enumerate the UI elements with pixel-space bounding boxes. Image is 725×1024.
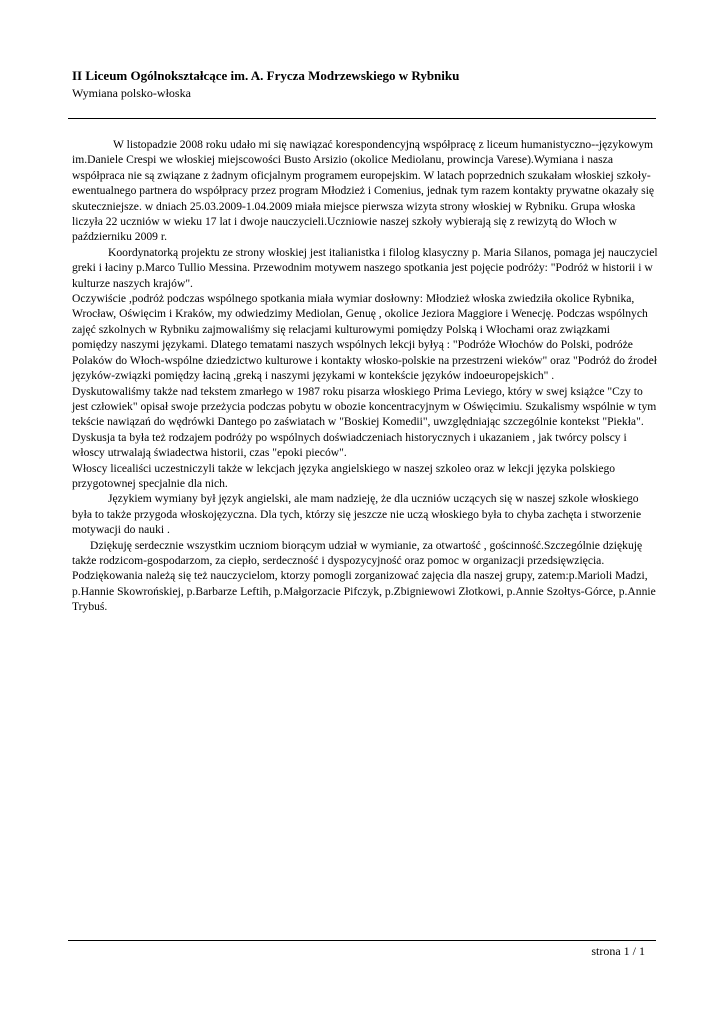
- paragraph-8: Podziękowania należą się też nauczycielom, ktorzy pomogli zorganizować zajęcia dla naszej grupy, zatem:p.Marioli Madzi, p.Hannie Skowrońskiej, p.Barbarze Leftih, p.Małgorzacie Pifczyk, p.Zbigniewowi Złotkowi, p.Annie Szołtys-Górce, p.Annie Trybuś.: [72, 569, 656, 614]
- school-name-title: II Liceum Ogólnokształcące im. A. Frycza Modrzewskiego w Rybniku: [72, 68, 460, 83]
- footer-divider: [68, 940, 656, 941]
- header-divider: [68, 118, 656, 119]
- document-header: [72, 68, 662, 101]
- paragraph-3: Oczywiście ,podróż podczas wspólnego spotkania miała wymiar dosłowny: Młodzież włoska zwiedziła okolice Rybnika, Wrocław, Oświęcim i Kraków, my odwiedzimy Mediolan, Genuę , okolice Jeziora Maggiore i Wenecję. Podczas wspólnych zajęć szkolnych w Rybniku zajmowaliśmy się relacjami kulturowymi pomiędzy Polską i Włochami oraz związkami pomiędzy naszymi językami. Dlatego tematami naszych wspólnych lekcji byłyą : "Podróże Włochów do Polski, podróże Polaków do Włoch-wspólne dziedzictwo kulturowe i kontakty włosko-polskie na przestrzeni wieków" oraz "Podróż do źrodeł języków-związki pomiędzy łaciną ,greką i naszymi językami w kontekście języków indoeuropejskich" .: [72, 292, 657, 383]
- paragraph-5: Włoscy licealiści uczestniczyli także w lekcjach języka angielskiego w naszej szkoleo oraz w lekcji języka polskiego przygotownej specjalnie dla nich.: [72, 461, 616, 490]
- paragraph-7: Dziękuję serdecznie wszystkim uczniom biorącym udział w wymianie, za otwartość , gościnność.Szczególnie dziękuję także rodzicom-gospodarzom, za ciepło, serdeczność i dyspozycyjność oraz pomoc w organizacji przedsięwzięcia.: [72, 538, 643, 567]
- paragraph-2: Koordynatorką projektu ze strony włoskiej jest italianistka i filolog klasyczny p. Maria Silanos, pomaga jej nauczyciel greki i łaciny p.Marco Tullio Messina. Przewodnim motywem naszego spotkania jest pojęcie podróży: "Podróż w historii i w kulturze naszych krajów".: [72, 245, 658, 290]
- document-body: [72, 137, 658, 615]
- paragraph-1: W listopadzie 2008 roku udało mi się nawiązać korespondencyjną współpracę z liceum humanistyczno--językowym im.Daniele Crespi we włoskiej miejscowości Busto Arsizio (okolice Mediolanu, prowincja Varese).Wymiana i nasza współpraca nie są związane z żadnym oficjalnym programem europejskim. W latach poprzednich szukałam włoskiej szkoły-ewentualnego partnera do współpracy przez program Młodzież i Comenius, jednak tym razem kontakty prywatne okazały się skuteczniejsze. w dniach 25.03.2009-1.04.2009 miała miejsce pierwsza wizyta strony włoskiej w Rybniku. Grupa włoska liczyła 22 uczniów w wieku 17 lat i dwoje nauczycieli.Uczniowie naszej szkoły wybierają się z rewizytą do Włoch w październiku 2009 r.: [72, 138, 655, 244]
- paragraph-6: Językiem wymiany był język angielski, ale mam nadzieję, że dla uczniów uczących się w naszej szkole włoskiego była to także przygoda włoskojęzyczna. Dla tych, którzy się jeszcze nie uczą włoskiego była to chyba zachęta i stworzenie motywacji do nauki .: [72, 492, 642, 537]
- paragraph-4: Dyskutowaliśmy także nad tekstem zmarłego w 1987 roku pisarza włoskiego Prima Leviego, który w swej książce "Czy to jest człowiek" opisał swoje przeżycia podczas pobytu w obozie koncentracyjnym w Oświęcimiu. Szukalismy wspólnie w tym tekście nawiązań do wędrówki Dantego po zaświatach w "Boskiej Komedii", uwzględniając szczególnie kontekst "Piekła". Dyskusja ta była też rodzajem podróży po wspólnych doświadczeniach historycznych i ukazaniem , jak twórcy polscy i włoscy utrwalają świadectwa historii, czas "epoki pieców".: [72, 384, 657, 460]
- page-number: strona 1 / 1: [591, 944, 645, 958]
- document-subtitle: Wymiana polsko-włoska: [72, 86, 191, 100]
